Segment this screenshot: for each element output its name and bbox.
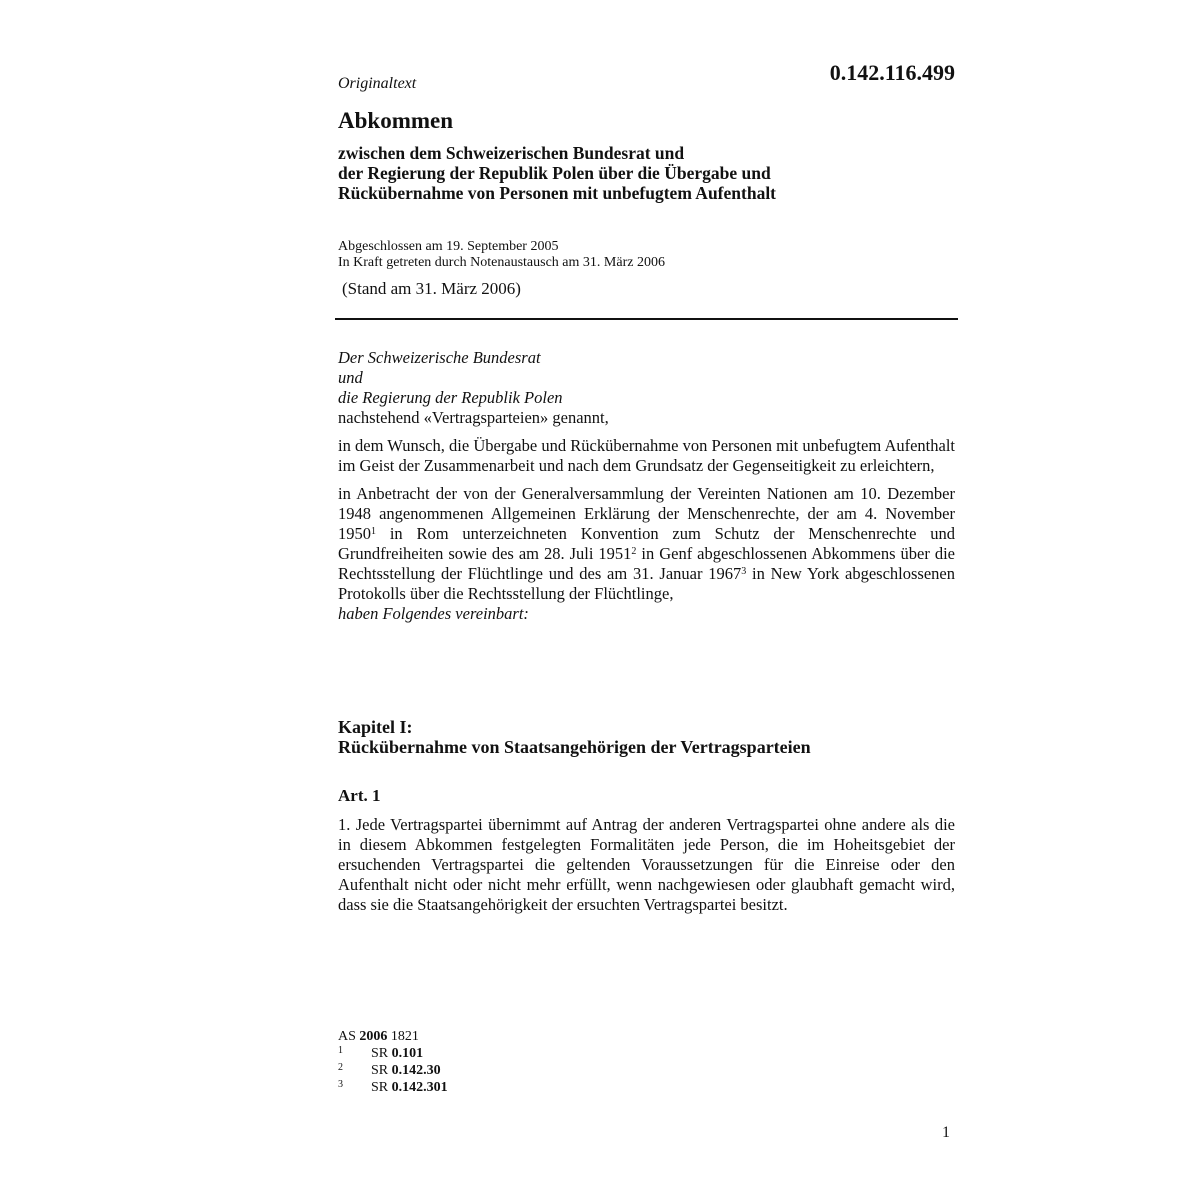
footnote-ref: 0.142.30 (391, 1063, 441, 1078)
as-page: 1821 (390, 1029, 419, 1044)
footnote-3 (338, 1079, 448, 1096)
footnote-prefix: SR (371, 1080, 389, 1095)
in-force-date: In Kraft getreten durch Notenaustausch am 31. März 2006 (338, 255, 665, 270)
preamble (338, 348, 955, 624)
sr-number: 0.142.116.499 (829, 60, 955, 85)
document-title: Abkommen (338, 108, 454, 133)
header-divider (335, 318, 958, 320)
footnote-ref-2[interactable]: 2 (631, 546, 637, 557)
footnote-prefix: SR (371, 1046, 389, 1061)
footnote-ref-1[interactable]: 1 (371, 526, 376, 537)
footnote-ref: 0.142.301 (391, 1080, 448, 1095)
preamble-consider (338, 484, 955, 604)
conjunction: und (338, 368, 363, 387)
concluded-date: Abgeschlossen am 19. September 2005 (338, 239, 559, 254)
parties-named: nachstehend «Vertragsparteien» genannt, (338, 408, 609, 427)
footnote-number: 1 (338, 1045, 343, 1056)
chapter-heading (338, 717, 811, 757)
party-2: die Regierung der Republik Polen (338, 388, 563, 407)
chapter-title: Rückübernahme von Staatsangehörigen der Vertragsparteien (338, 737, 811, 757)
footnotes (338, 1028, 448, 1096)
document-label: Originaltext (338, 75, 417, 92)
document-subtitle (338, 143, 958, 203)
article-heading: Art. 1 (338, 786, 381, 805)
as-year: 2006 (359, 1029, 388, 1044)
subtitle-line: der Regierung der Republik Polen über die Übergabe und (338, 163, 771, 183)
consider-text: in New York abgeschlossenen Protokolls über die Rechtsstellung der Flüchtlinge, (338, 564, 955, 603)
consider-text: in Anbetracht der von der Generalversammlung der Vereinten Nationen am 10. Dezember 1948 angenommenen Allgemeinen Erklärung der Menschenrechte, der am 4. November 1950 (338, 484, 955, 543)
party-1: Der Schweizerische Bundesrat (338, 348, 541, 367)
footnote-ref-3[interactable]: 3 (741, 566, 747, 577)
consider-text: in Genf abgeschlossenen Abkommens über die Rechtsstellung der Flüchtlinge und des am 31. Januar 1967 (338, 544, 955, 583)
agreed-clause: haben Folgendes vereinbart: (338, 604, 529, 623)
subtitle-line: Rückübernahme von Personen mit unbefugtem Aufenthalt (338, 183, 777, 203)
chapter-number: Kapitel I: (338, 717, 413, 737)
status-date: (Stand am 31. März 2006) (342, 279, 521, 298)
consider-text: in Rom unterzeichneten Konvention zum Schutz der Menschenrechte und Grundfreiheiten sowie des am 28. Juli 1951 (338, 524, 955, 563)
as-prefix: AS (338, 1029, 356, 1044)
article-body: 1. Jede Vertragspartei übernimmt auf Antrag der anderen Vertragspartei ohne andere als die in diesem Abkommen festgelegten Formalitäten jede Person, die im Hoheitsgebiet der ersuchenden Vertragspartei die geltenden Voraussetzungen für die Einreise oder den Aufenthalt nicht oder nicht mehr erfüllt, wenn nachgewiesen oder glaubhaft gemacht wird, dass sie die Staatsangehörigkeit der ersuchten Vertragspartei besitzt. (338, 815, 955, 914)
subtitle-line: zwischen dem Schweizerischen Bundesrat und (338, 143, 685, 163)
footnote-ref: 0.101 (391, 1046, 424, 1061)
document-meta (338, 239, 665, 271)
footnote-number: 2 (338, 1062, 343, 1073)
footnote-number: 3 (338, 1079, 343, 1090)
preamble-wish: in dem Wunsch, die Übergabe und Rückübernahme von Personen mit unbefugtem Aufenthalt im Geist der Zusammenarbeit und nach dem Grundsatz der Gegenseitigkeit zu erleichtern, (338, 436, 955, 475)
page-number: 1 (942, 1124, 950, 1141)
footnote-prefix: SR (371, 1063, 389, 1078)
